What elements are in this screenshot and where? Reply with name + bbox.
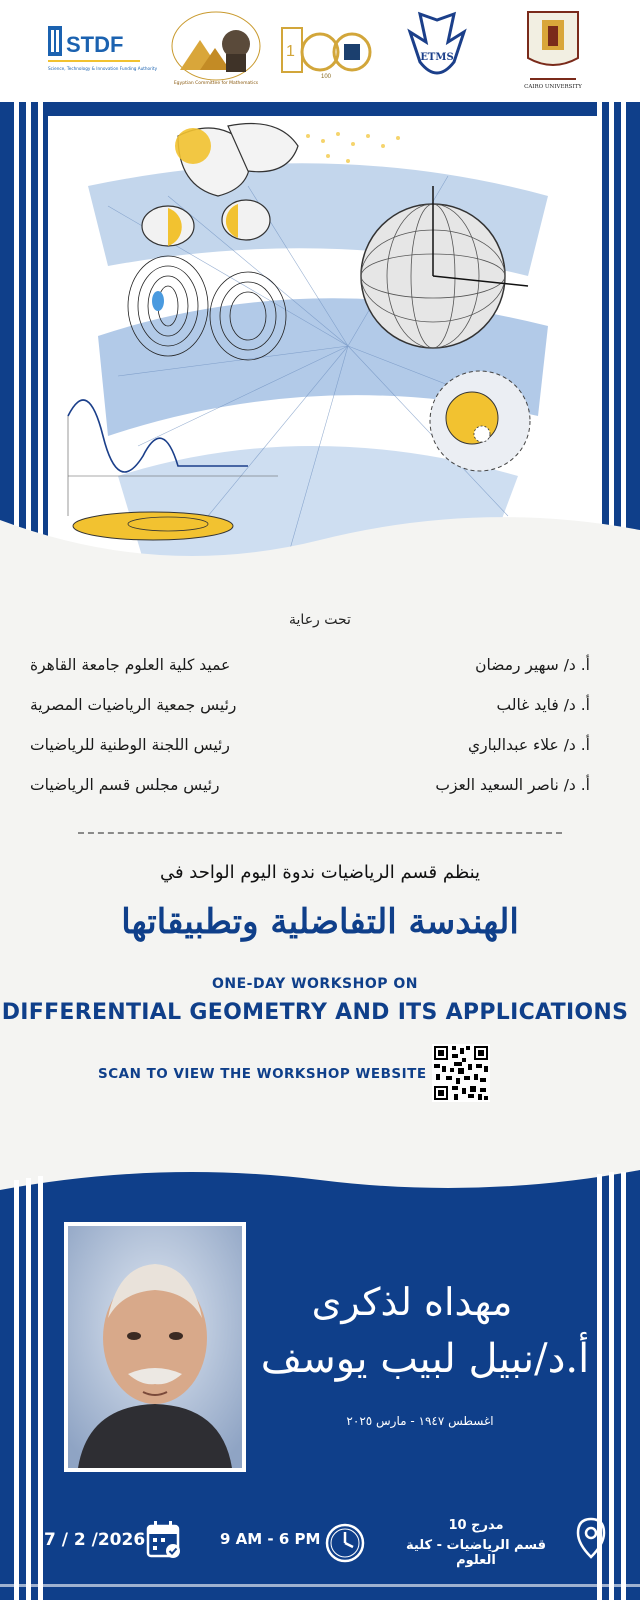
workshop-qr-code[interactable] — [432, 1044, 490, 1102]
event-time: 9 AM - 6 PM — [220, 1530, 321, 1548]
honoree-name: أ.د/نبيل لبيب يوسف — [260, 1336, 590, 1382]
etms-logo-text: ETMS — [420, 52, 454, 63]
stdf-logo-caption: Science, Technology & Innovation Funding Authority — [48, 66, 158, 71]
dedication-line: مهداه لذكرى — [311, 1280, 513, 1324]
sponsor-name: أ. د/ فايد غالب — [496, 696, 590, 714]
etms-logo — [400, 10, 474, 90]
sponsor-row — [30, 765, 590, 805]
sponsorship-heading: تحت رعاية — [289, 612, 351, 628]
svg-text:1: 1 — [286, 43, 295, 60]
stdf-logo — [46, 10, 158, 90]
clock-icon — [324, 1522, 366, 1568]
workshop-title-english: DIFFERENTIAL GEOMETRY AND ITS APPLICATIONS — [1, 1000, 629, 1025]
sponsor-name: أ. د/ سهير رمضان — [475, 656, 590, 674]
sponsor-row — [30, 725, 590, 765]
venue-hall: مدرج 10 — [448, 1518, 504, 1533]
sponsors-list — [30, 645, 590, 805]
sponsor-role: عميد كلية العلوم جامعة القاهرة — [30, 656, 231, 674]
sponsor-role: رئيس اللجنة الوطنية للرياضيات — [30, 736, 230, 754]
stdf-logo-text: STDF — [66, 32, 124, 57]
asrt-math-committee-logo — [170, 10, 262, 90]
workshop-subtitle-english: ONE-DAY WORKSHOP ON — [211, 976, 419, 992]
asrt-logo-caption: Egyptian Committee for Mathematics — [173, 81, 259, 86]
event-date: 7 / 2 /2026 — [44, 1530, 146, 1550]
centenary-logo-text: 100 — [320, 74, 332, 80]
sponsor-row — [30, 685, 590, 725]
body-wave-background — [0, 500, 640, 1220]
cairo-university-logo — [520, 10, 586, 90]
calendar-icon — [146, 1520, 182, 1564]
section-divider — [78, 832, 562, 834]
sponsor-name: أ. د/ ناصر السعيد العزب — [435, 776, 590, 794]
sponsor-name: أ. د/ علاء عبدالباري — [467, 736, 590, 754]
scan-instruction: SCAN TO VIEW THE WORKSHOP WEBSITE — [98, 1066, 427, 1082]
portrait-photo — [64, 1222, 246, 1472]
cairo-logo-caption: CAIRO UNIVERSITY — [524, 84, 582, 90]
venue-department: قسم الرياضيات - كلية العلوم — [406, 1538, 546, 1568]
sponsor-role: رئيس مجلس قسم الرياضيات — [30, 776, 220, 794]
honoree-lifespan: اغسطس ١٩٤٧ - مارس ٢٠٢٥ — [346, 1414, 494, 1428]
location-pin-icon — [574, 1516, 608, 1564]
workshop-title-arabic: الهندسة التفاضلية وتطبيقاتها — [121, 902, 519, 942]
sponsor-role: رئيس جمعية الرياضيات المصرية — [30, 696, 237, 714]
sponsor-logos-bar — [0, 0, 640, 102]
centenary-logo — [280, 10, 372, 90]
organizer-statement: ينظم قسم الرياضيات ندوة اليوم الواحد في — [159, 862, 481, 883]
sponsor-row — [30, 645, 590, 685]
